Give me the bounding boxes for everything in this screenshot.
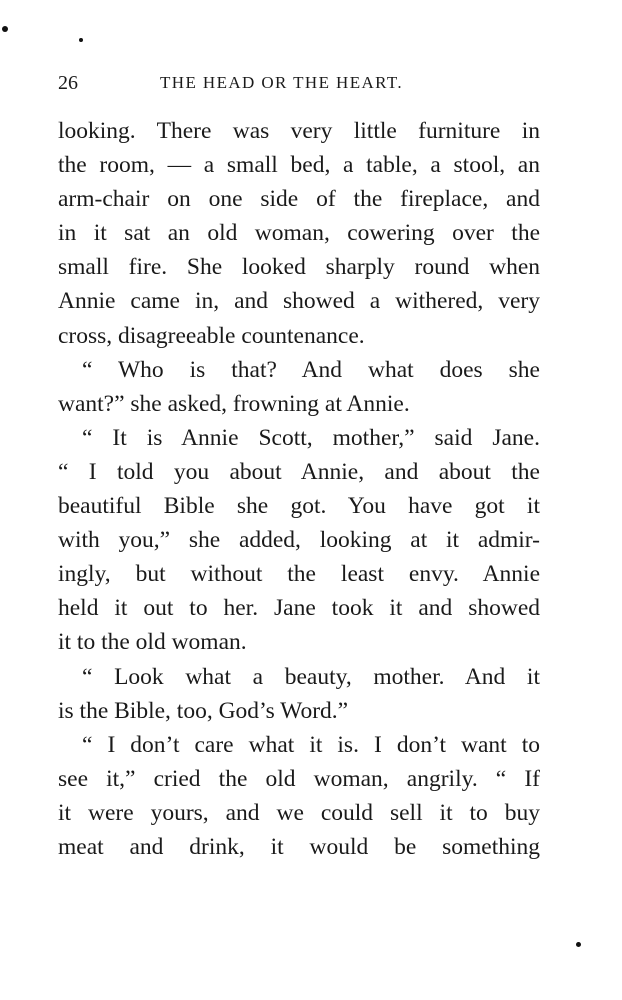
body-text [58, 114, 540, 864]
text-line: beautiful Bible she got. You have got it [58, 493, 540, 520]
text-line: the room, — a small bed, a table, a stool, an [58, 152, 540, 179]
text-line: with you,” she added, looking at it admir- [58, 527, 540, 554]
text-line: it were yours, and we could sell it to buy [58, 799, 540, 826]
text-line: it to the old woman. [58, 629, 247, 656]
text-line: looking. There was very little furniture in [58, 118, 540, 144]
text-line: cross, disagreeable countenance. [58, 322, 365, 349]
text-line: “ Who is that? And what does she [82, 356, 540, 383]
running-title: THE HEAD OR THE HEART. [160, 73, 404, 92]
text-line: “ It is Annie Scott, mother,” said Jane. [82, 424, 540, 451]
text-line: “ I don’t care what it is. I don’t want to [82, 731, 540, 758]
ink-speck [2, 26, 8, 32]
text-line: arm-chair on one side of the fireplace, and [58, 186, 540, 213]
text-line: Annie came in, and showed a withered, very [58, 288, 540, 315]
text-line: ingly, but without the least envy. Annie [58, 561, 540, 588]
text-line: is the Bible, too, God’s Word.” [58, 697, 349, 724]
text-line: want?” she asked, frowning at Annie. [58, 390, 410, 417]
text-line: see it,” cried the old woman, angrily. “ If [58, 765, 540, 792]
ink-speck [79, 38, 83, 42]
text-line: “ Look what a beauty, mother. And it [82, 663, 540, 690]
text-line: meat and drink, it would be something [58, 833, 540, 860]
text-line: “ I told you about Annie, and about the [58, 458, 540, 485]
text-line: in it sat an old woman, cowering over the [58, 220, 540, 247]
running-head [58, 68, 548, 98]
ink-speck [576, 942, 581, 947]
page-number: 26 [58, 72, 78, 94]
text-line: held it out to her. Jane took it and showed [58, 595, 540, 622]
text-line: small fire. She looked sharply round when [58, 254, 540, 281]
